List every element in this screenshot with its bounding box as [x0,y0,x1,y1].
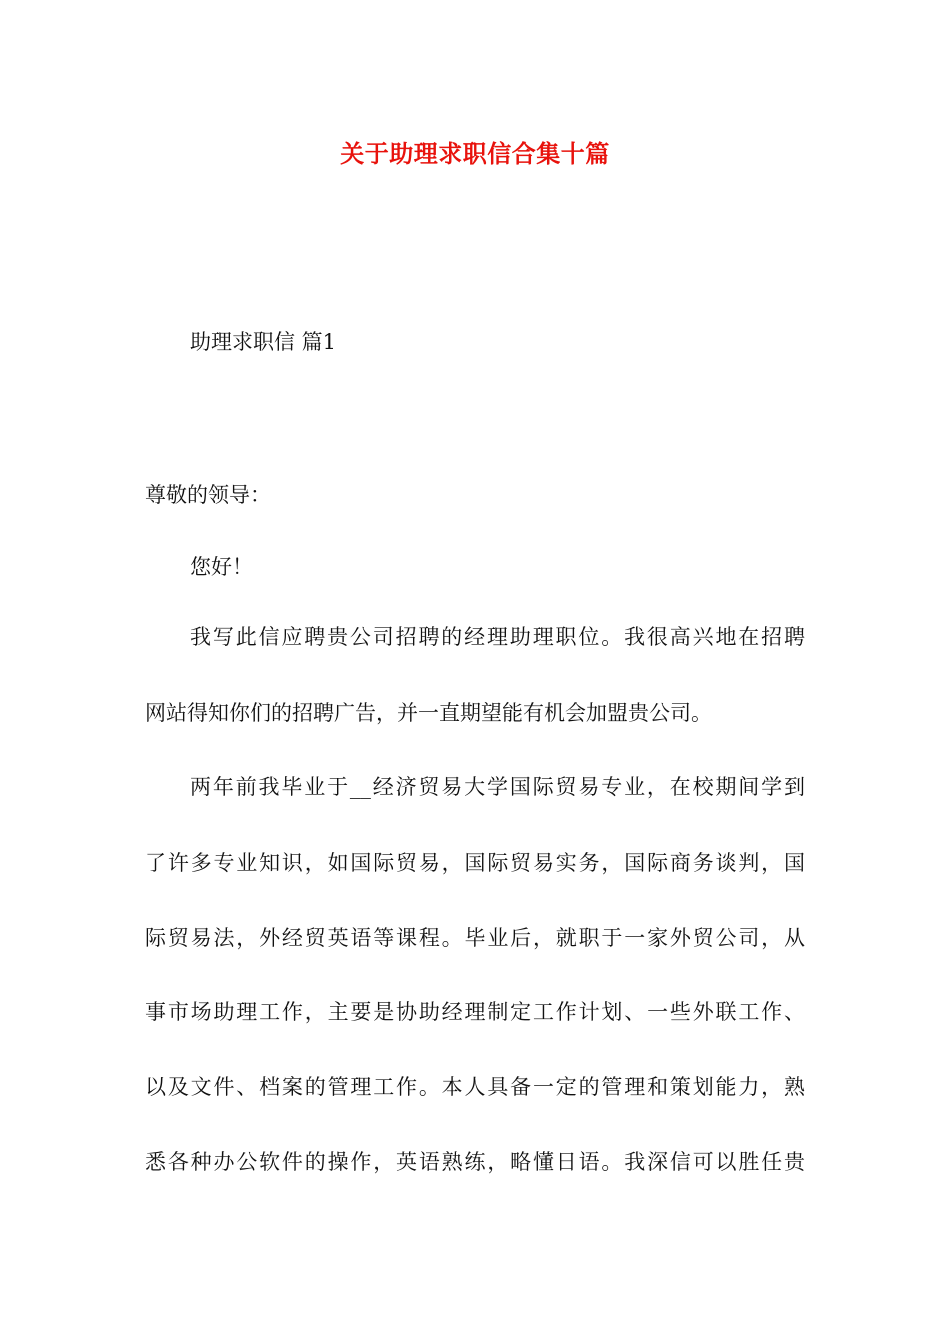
paragraph-line: 两年前我毕业于__经济贸易大学国际贸易专业，在校期间学到 [190,775,805,799]
paragraph-line: 了许多专业知识，如国际贸易，国际贸易实务，国际商务谈判，国 [145,851,805,875]
paragraph-line: 我写此信应聘贵公司招聘的经理助理职位。我很高兴地在招聘 [190,625,805,649]
salutation: 尊敬的领导： [145,483,271,507]
paragraph-line: 悉各种办公软件的操作，英语熟练，略懂日语。我深信可以胜任贵 [145,1150,805,1174]
paragraph-line: 事市场助理工作，主要是协助经理制定工作计划、一些外联工作、 [145,1000,805,1024]
paragraph-line: 网站得知你们的招聘广告，并一直期望能有机会加盟贵公司。 [145,701,712,725]
paragraph-line: 际贸易法，外经贸英语等课程。毕业后，就职于一家外贸公司，从 [145,926,805,950]
document-title: 关于助理求职信合集十篇 [340,139,610,168]
section-heading: 助理求职信 篇1 [190,330,337,354]
greeting: 您好！ [190,555,253,579]
paragraph-line: 以及文件、档案的管理工作。本人具备一定的管理和策划能力，熟 [145,1075,805,1099]
